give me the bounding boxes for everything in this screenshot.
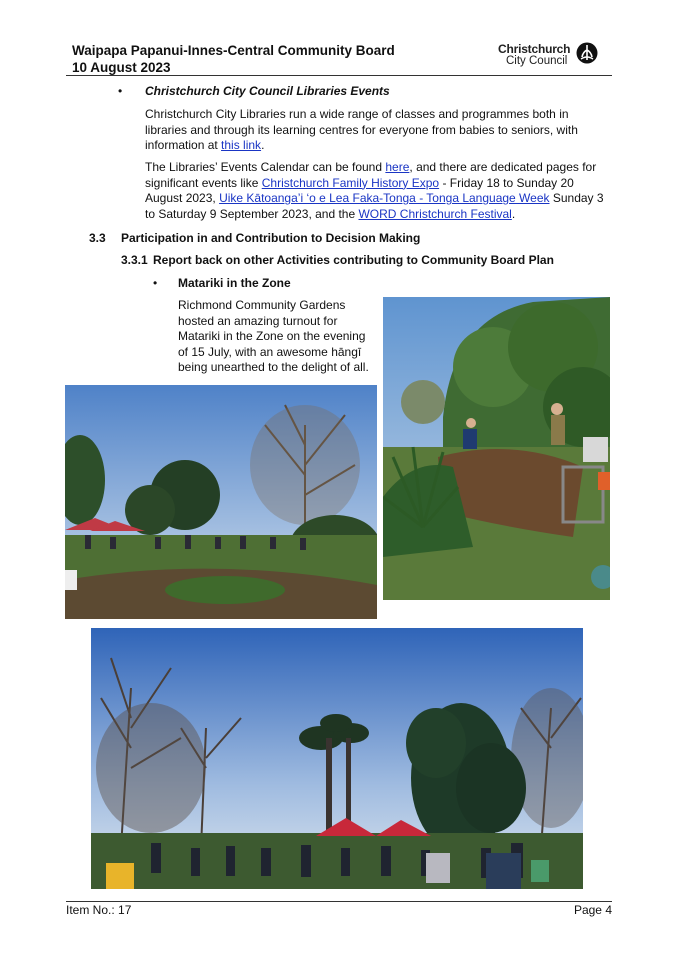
section-number-3-3: 3.3: [89, 231, 106, 245]
libraries-para1-end: .: [261, 138, 265, 153]
libraries-para2-d: Sunday 3 to Saturday 9 September 2023, and the: [145, 191, 604, 221]
footer-item-number: Item No.: 17: [66, 903, 132, 917]
logo-text-line2: City Council: [506, 55, 568, 67]
libraries-paragraph-2: [145, 160, 610, 222]
family-history-expo-link[interactable]: Christchurch Family History Expo: [261, 175, 440, 190]
libraries-para2-a: The Libraries’ Events Calendar can be found: [145, 160, 386, 174]
libraries-heading: Christchurch City Council Libraries Events: [145, 84, 390, 98]
matariki-description: Richmond Community Gardens hosted an amazing turnout for Matariki in the Zone on the evening of 15 July, with an awesome hāngī being unearthed to the delight of all.: [178, 298, 369, 375]
section-number-3-3-1: 3.3.1: [121, 253, 148, 267]
document-header: [72, 42, 395, 76]
libraries-para2-b: , and there are dedicated pages for significant events like: [145, 160, 597, 190]
libraries-para2-e: .: [511, 206, 516, 221]
photo-hangi-digging: [383, 297, 610, 600]
footer-page-number: Page 4: [573, 903, 612, 917]
council-logo: [498, 42, 602, 68]
section-title-3-3-1: Report back on other Activities contributing to Community Board Plan: [153, 253, 554, 267]
this-link[interactable]: this link: [221, 138, 262, 153]
photo-garden-crowd: [65, 385, 377, 619]
libraries-para2-c: - Friday 18 to Sunday 20 August 2023,: [145, 175, 574, 206]
council-emblem-icon: [576, 42, 598, 64]
header-rule: [66, 75, 612, 76]
bullet-matariki: •: [153, 276, 158, 290]
matariki-heading: Matariki in the Zone: [178, 276, 291, 290]
section-title-3-3: Participation in and Contribution to Decision Making: [121, 231, 421, 245]
bullet-libraries: •: [118, 84, 123, 98]
meeting-date: 10 August 2023: [72, 60, 171, 75]
photo-garden-crowd-image: [65, 385, 377, 619]
libraries-paragraph-1: [145, 107, 610, 154]
footer-rule: [66, 901, 612, 902]
events-calendar-link[interactable]: here: [385, 160, 410, 174]
photo-matariki-gathering: [91, 628, 583, 889]
photo-hangi-digging-image: [383, 297, 610, 600]
tonga-language-week-link[interactable]: Uike Kātoanga’i ‘o e Lea Faka-Tonga - Tonga Language Week: [219, 191, 550, 206]
word-festival-link[interactable]: WORD Christchurch Festival: [358, 206, 512, 221]
logo-text-line1: Christchurch: [498, 42, 571, 56]
photo-matariki-gathering-image: [91, 628, 583, 889]
libraries-para1-text: Christchurch City Libraries run a wide range of classes and programmes both in libraries and through its learning centres for everyone from babies to seniors, with information at: [145, 107, 578, 153]
board-name: Waipapa Papanui-Innes-Central Community Board: [72, 43, 395, 58]
